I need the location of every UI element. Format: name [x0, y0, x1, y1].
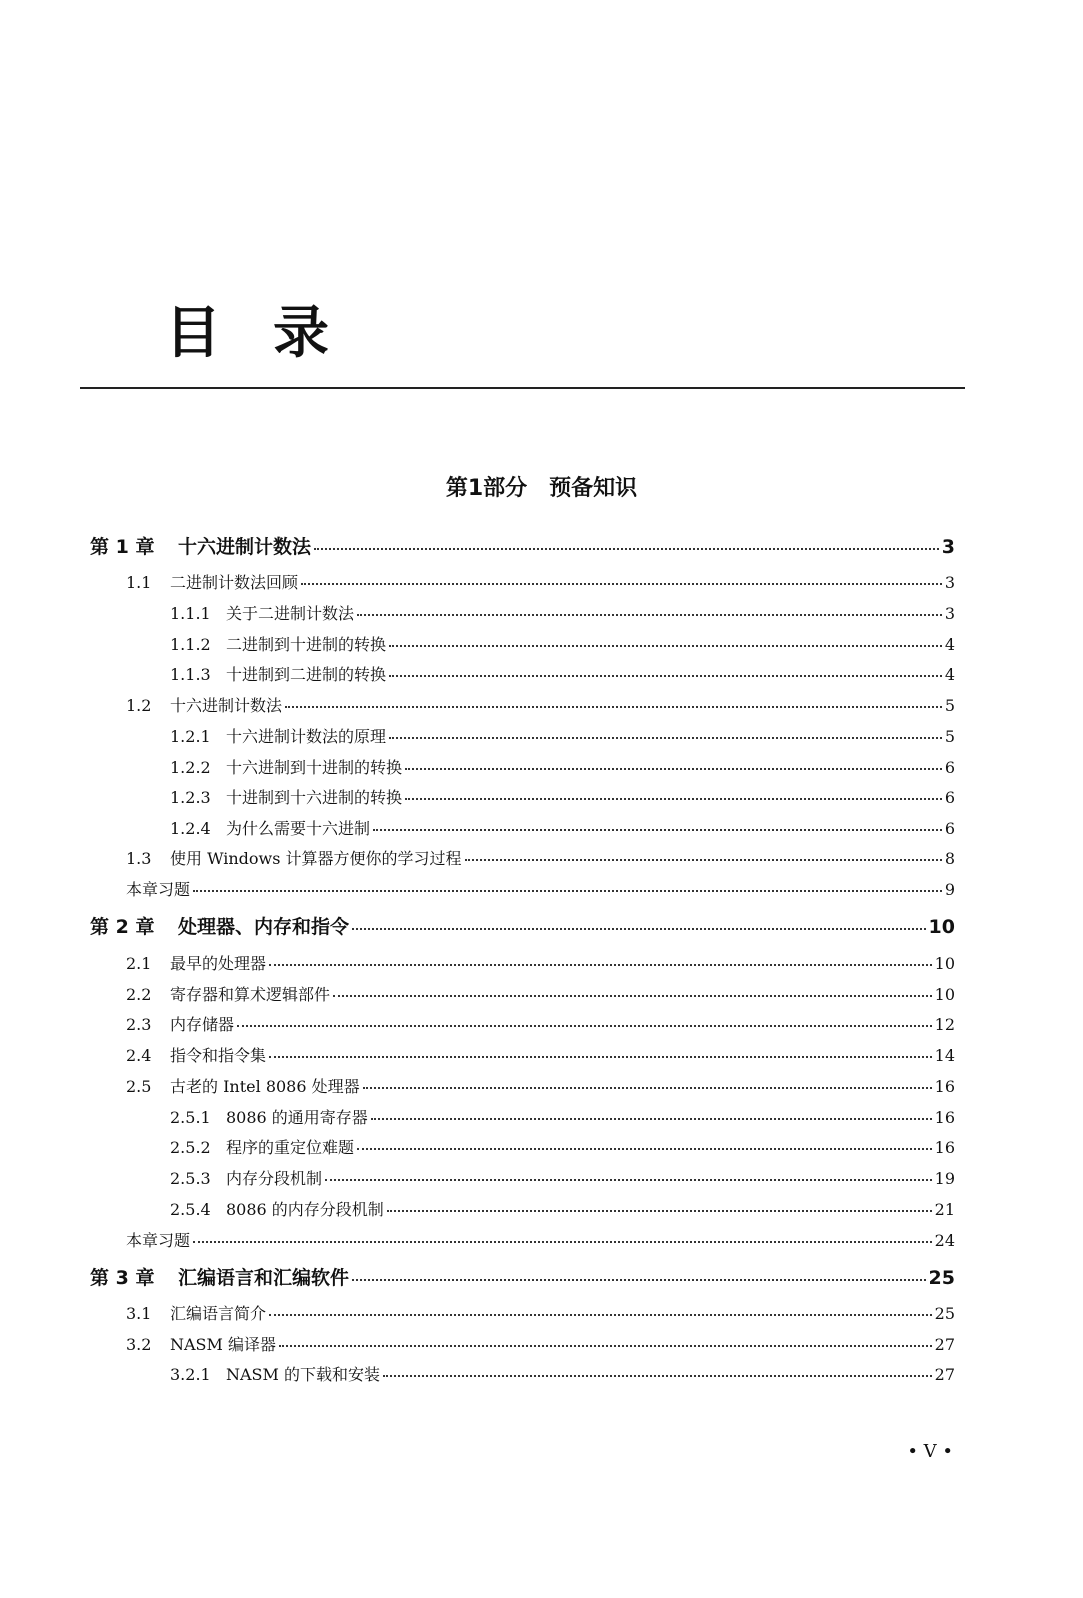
toc-entry-title: 古老的 Intel 8086 处理器	[170, 1077, 360, 1096]
toc-leader-dots	[465, 859, 942, 861]
toc-entry	[170, 1166, 955, 1189]
toc-leader-dots	[269, 1056, 932, 1058]
toc-entry-page: 3	[944, 573, 955, 592]
toc-entry	[170, 632, 955, 655]
toc-entry	[170, 816, 955, 839]
toc-entry-number: 1.2.2	[170, 758, 211, 777]
toc-entry-number: 1.1	[126, 573, 152, 592]
toc-entry-number: 第 2 章	[90, 916, 155, 938]
toc-entry-title: 内存分段机制	[226, 1169, 323, 1188]
toc-entry	[170, 724, 955, 747]
page-number: • V •	[907, 1441, 953, 1462]
toc-entry-number: 2.5.4	[170, 1200, 211, 1219]
toc-leader-dots	[383, 1375, 932, 1377]
toc-entry-page: 25	[934, 1304, 955, 1323]
toc-leader-dots	[357, 1148, 932, 1150]
toc-entry-number: 2.2	[126, 985, 152, 1004]
toc-entry-page: 6	[944, 788, 955, 807]
toc-leader-dots	[325, 1179, 932, 1181]
toc-entry-number: 1.1.3	[170, 665, 211, 684]
toc-leader-dots	[193, 1241, 932, 1243]
toc-entry	[170, 1105, 955, 1128]
toc-entry-number: 2.4	[126, 1046, 152, 1065]
toc-leader-dots	[352, 928, 926, 930]
toc-entry-page: 6	[944, 819, 955, 838]
part-heading: 第1部分 预备知识	[445, 476, 638, 501]
toc-entry-page: 27	[934, 1365, 955, 1384]
toc-entry-page: 3	[941, 536, 955, 558]
toc-entry	[126, 693, 955, 716]
toc-entry-number: 2.5	[126, 1077, 152, 1096]
toc-entry-number: 2.5.2	[170, 1138, 211, 1157]
toc-entry	[126, 1332, 955, 1355]
toc-entry	[170, 785, 955, 808]
toc-entry-title: 二进制计数法回顾	[170, 573, 299, 592]
toc-leader-dots	[301, 583, 942, 585]
toc-leader-dots	[357, 614, 942, 616]
toc-entry	[170, 755, 955, 778]
toc-entry-number: 3.2.1	[170, 1365, 211, 1384]
toc-entry	[170, 662, 955, 685]
toc-leader-dots	[269, 1314, 932, 1316]
toc-entry-page: 10	[934, 985, 955, 1004]
toc-entry-page: 21	[934, 1200, 955, 1219]
toc-leader-dots	[371, 1118, 932, 1120]
toc-entry-page: 19	[934, 1169, 955, 1188]
toc-entry-title: 处理器、内存和指令	[178, 916, 350, 938]
toc-entry-title: 本章习题	[126, 1231, 191, 1250]
toc-entry	[170, 601, 955, 624]
toc-entry-number: 1.2.3	[170, 788, 211, 807]
toc-entry-page: 14	[934, 1046, 955, 1065]
toc-entry-title: 程序的重定位难题	[226, 1138, 355, 1157]
toc-entry-page: 5	[944, 727, 955, 746]
page-title: 目录	[165, 301, 381, 366]
toc-entry-page: 9	[944, 880, 955, 899]
toc-entry-title: 指令和指令集	[170, 1046, 267, 1065]
toc-entry-number: 1.1.1	[170, 604, 211, 623]
toc-entry-page: 6	[944, 758, 955, 777]
toc-leader-dots	[193, 890, 942, 892]
toc-leader-dots	[237, 1025, 932, 1027]
toc-entry-title: 本章习题	[126, 880, 191, 899]
toc-entry-number: 3.2	[126, 1335, 152, 1354]
toc-leader-dots	[363, 1087, 932, 1089]
toc-entry-title: 十进制到二进制的转换	[226, 665, 387, 684]
toc-entry-title: NASM 编译器	[170, 1335, 276, 1354]
toc-entry-title: 8086 的通用寄存器	[226, 1108, 368, 1127]
toc-entry	[126, 951, 955, 974]
toc-leader-dots	[405, 798, 942, 800]
toc-entry-page: 3	[944, 604, 955, 623]
toc-entry-title: 为什么需要十六进制	[226, 819, 371, 838]
toc-entry-number: 1.2	[126, 696, 152, 715]
toc-entry-page: 12	[934, 1015, 955, 1034]
toc-entry-number: 2.1	[126, 954, 152, 973]
toc-entry-number: 2.5.3	[170, 1169, 211, 1188]
toc-leader-dots	[389, 645, 942, 647]
toc-entry-title: 十六进制计数法的原理	[226, 727, 387, 746]
toc-leader-dots	[285, 706, 942, 708]
toc-entry	[126, 877, 955, 900]
toc-entry-title: 汇编语言简介	[170, 1304, 267, 1323]
toc-entry-title: 十六进制计数法	[178, 536, 312, 558]
toc-leader-dots	[352, 1279, 926, 1281]
toc-entry	[90, 1263, 955, 1290]
toc-leader-dots	[389, 737, 942, 739]
toc-entry-title: 十进制到十六进制的转换	[226, 788, 403, 807]
toc-entry-page: 16	[934, 1138, 955, 1157]
toc-leader-dots	[389, 675, 942, 677]
toc-entry-number: 2.5.1	[170, 1108, 211, 1127]
toc-entry-title: 寄存器和算术逻辑部件	[170, 985, 331, 1004]
toc-entry-number: 1.2.1	[170, 727, 211, 746]
toc-entry-page: 5	[944, 696, 955, 715]
toc-entry-page: 16	[934, 1077, 955, 1096]
toc-entry-number: 3.1	[126, 1304, 152, 1323]
toc-entry-page: 4	[944, 665, 955, 684]
toc-entry-number: 第 1 章	[90, 536, 155, 558]
toc-entry-page: 24	[934, 1231, 955, 1250]
toc-entry	[126, 982, 955, 1005]
toc-entry-number: 1.2.4	[170, 819, 211, 838]
toc-leader-dots	[314, 548, 939, 550]
toc-leader-dots	[373, 829, 942, 831]
toc-entry	[126, 1012, 955, 1035]
toc-entry-title: 关于二进制计数法	[226, 604, 355, 623]
toc-entry-number: 1.3	[126, 849, 152, 868]
toc-entry	[170, 1197, 955, 1220]
toc-entry-page: 25	[928, 1267, 955, 1289]
toc-entry-number: 第 3 章	[90, 1267, 155, 1289]
toc-entry	[126, 846, 955, 869]
toc-entry-page: 10	[934, 954, 955, 973]
toc-entry	[126, 1228, 955, 1251]
toc-entry-number: 2.3	[126, 1015, 152, 1034]
toc-entry-title: 二进制到十进制的转换	[226, 635, 387, 654]
toc-entry-page: 4	[944, 635, 955, 654]
toc-entry-number: 1.1.2	[170, 635, 211, 654]
toc-entry	[170, 1362, 955, 1385]
toc-leader-dots	[387, 1210, 932, 1212]
toc-entry	[126, 1043, 955, 1066]
toc-entry	[126, 570, 955, 593]
toc-entry-title: 使用 Windows 计算器方便你的学习过程	[170, 849, 462, 868]
toc-entry-page: 8	[944, 849, 955, 868]
toc-entry-title: 十六进制计数法	[170, 696, 283, 715]
toc-entry	[90, 532, 955, 559]
toc-entry	[170, 1135, 955, 1158]
toc-entry	[126, 1074, 955, 1097]
toc-leader-dots	[269, 964, 932, 966]
toc-entry-title: NASM 的下载和安装	[226, 1365, 380, 1384]
toc-leader-dots	[405, 768, 942, 770]
toc-entry-title: 内存储器	[170, 1015, 235, 1034]
toc-entry-title: 汇编语言和汇编软件	[178, 1267, 350, 1289]
toc-entry-page: 10	[928, 916, 955, 938]
toc-leader-dots	[333, 995, 932, 997]
toc-entry-title: 十六进制到十进制的转换	[226, 758, 403, 777]
toc-leader-dots	[279, 1345, 932, 1347]
toc-entry-title: 8086 的内存分段机制	[226, 1200, 384, 1219]
toc-entry	[126, 1301, 955, 1324]
toc-entry-title: 最早的处理器	[170, 954, 267, 973]
toc-entry-page: 16	[934, 1108, 955, 1127]
toc-entry-page: 27	[934, 1335, 955, 1354]
toc-entry	[90, 912, 955, 939]
